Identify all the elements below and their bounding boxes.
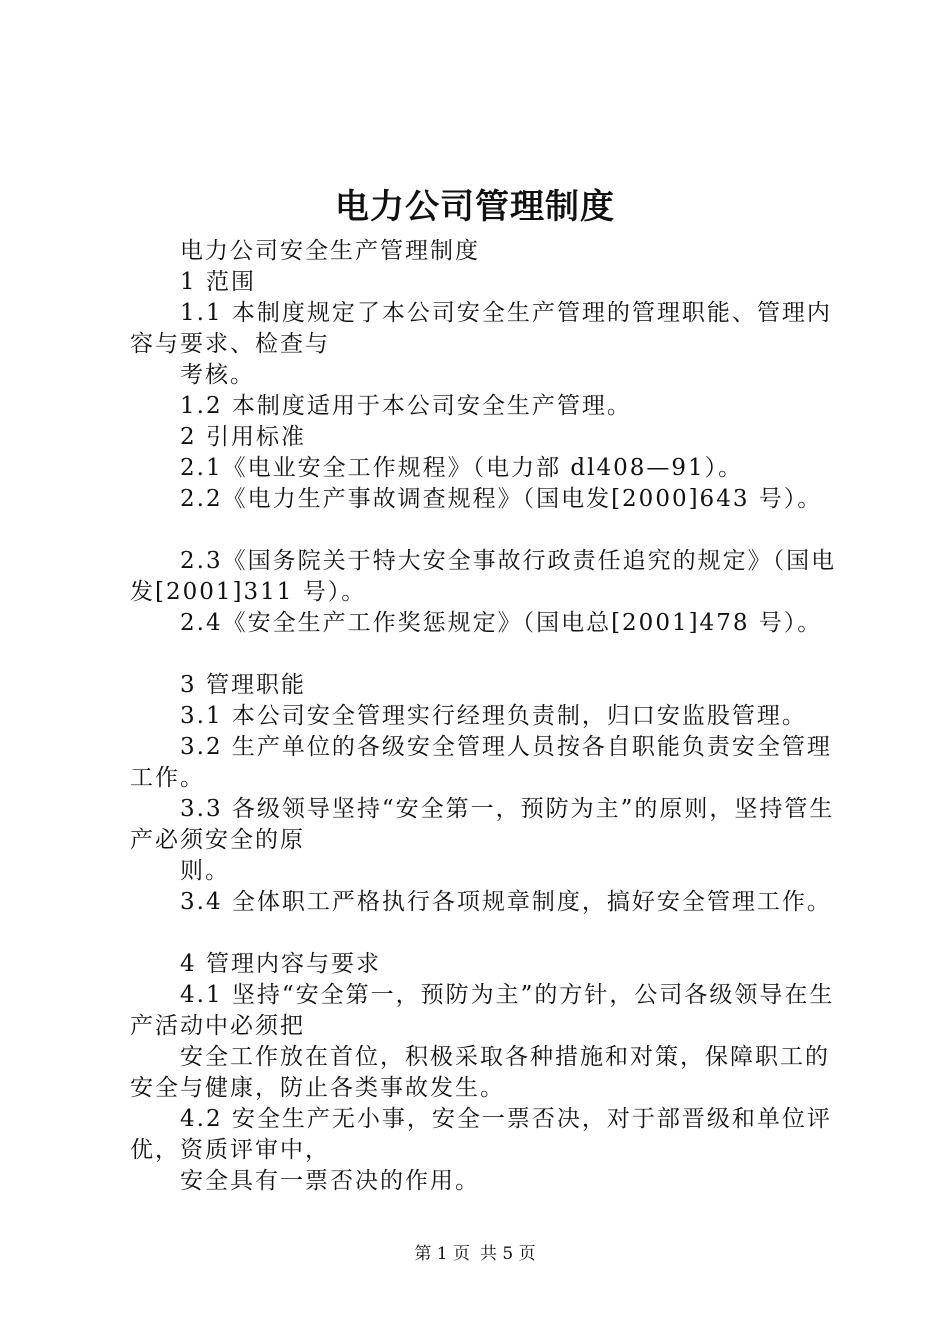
- section-heading: 1 范围: [180, 269, 256, 295]
- paragraph: 4.1 坚持“安全第一，预防为主”的方针，公司各级领导在生产活动中必须把: [130, 982, 835, 1039]
- document-title: 电力公司管理制度: [335, 187, 615, 227]
- section-heading: 4 管理内容与要求: [180, 951, 381, 977]
- paragraph-continuation: 则。: [180, 858, 230, 884]
- paragraph-continuation: 安全工作放在首位，积极采取各种措施和对策，保障职工的安全与健康，防止各类事故发生。: [130, 1044, 830, 1101]
- page-number: 第 1 页: [414, 1244, 470, 1264]
- paragraph: 4.2 安全生产无小事，安全一票否决，对于部晋级和单位评优，资质评审中，: [130, 1106, 832, 1163]
- page-footer: [0, 1242, 950, 1266]
- paragraph-continuation: 安全具有一票否决的作用。: [180, 1168, 480, 1194]
- paragraph: 2.1《电业安全工作规程》（电力部 dl408—91）。: [180, 455, 744, 481]
- paragraph: 3.3 各级领导坚持“安全第一，预防为主”的原则，坚持管生产必须安全的原: [130, 796, 835, 853]
- paragraph: 2.4《安全生产工作奖惩规定》（国电总[2001]478 号）。: [180, 610, 823, 636]
- blank-line: [130, 639, 850, 670]
- paragraph: 2.3《国务院关于特大安全事故行政责任追究的规定》（国电发[2001]311 号）。: [130, 548, 837, 605]
- paragraph: 1.2 本制度适用于本公司安全生产管理。: [180, 393, 632, 419]
- section-heading: 3 管理职能: [180, 672, 306, 698]
- paragraph-continuation: 考核。: [180, 362, 255, 388]
- blank-line: [130, 918, 850, 949]
- paragraph: 1.1 本制度规定了本公司安全生产管理的管理职能、管理内容与要求、检查与: [130, 300, 832, 357]
- blank-line: [130, 515, 850, 546]
- subtitle: 电力公司安全生产管理制度: [180, 238, 480, 264]
- document-body: [130, 236, 850, 1197]
- paragraph: 2.2《电力生产事故调查规程》（国电发[2000]643 号）。: [180, 486, 823, 512]
- section-heading: 2 引用标准: [180, 424, 306, 450]
- paragraph: 3.1 本公司安全管理实行经理负责制，归口安监股管理。: [180, 703, 807, 729]
- page-total: 共 5 页: [480, 1244, 536, 1264]
- paragraph: 3.4 全体职工严格执行各项规章制度，搞好安全管理工作。: [180, 889, 832, 915]
- paragraph: 3.2 生产单位的各级安全管理人员按各自职能负责安全管理工作。: [130, 734, 832, 791]
